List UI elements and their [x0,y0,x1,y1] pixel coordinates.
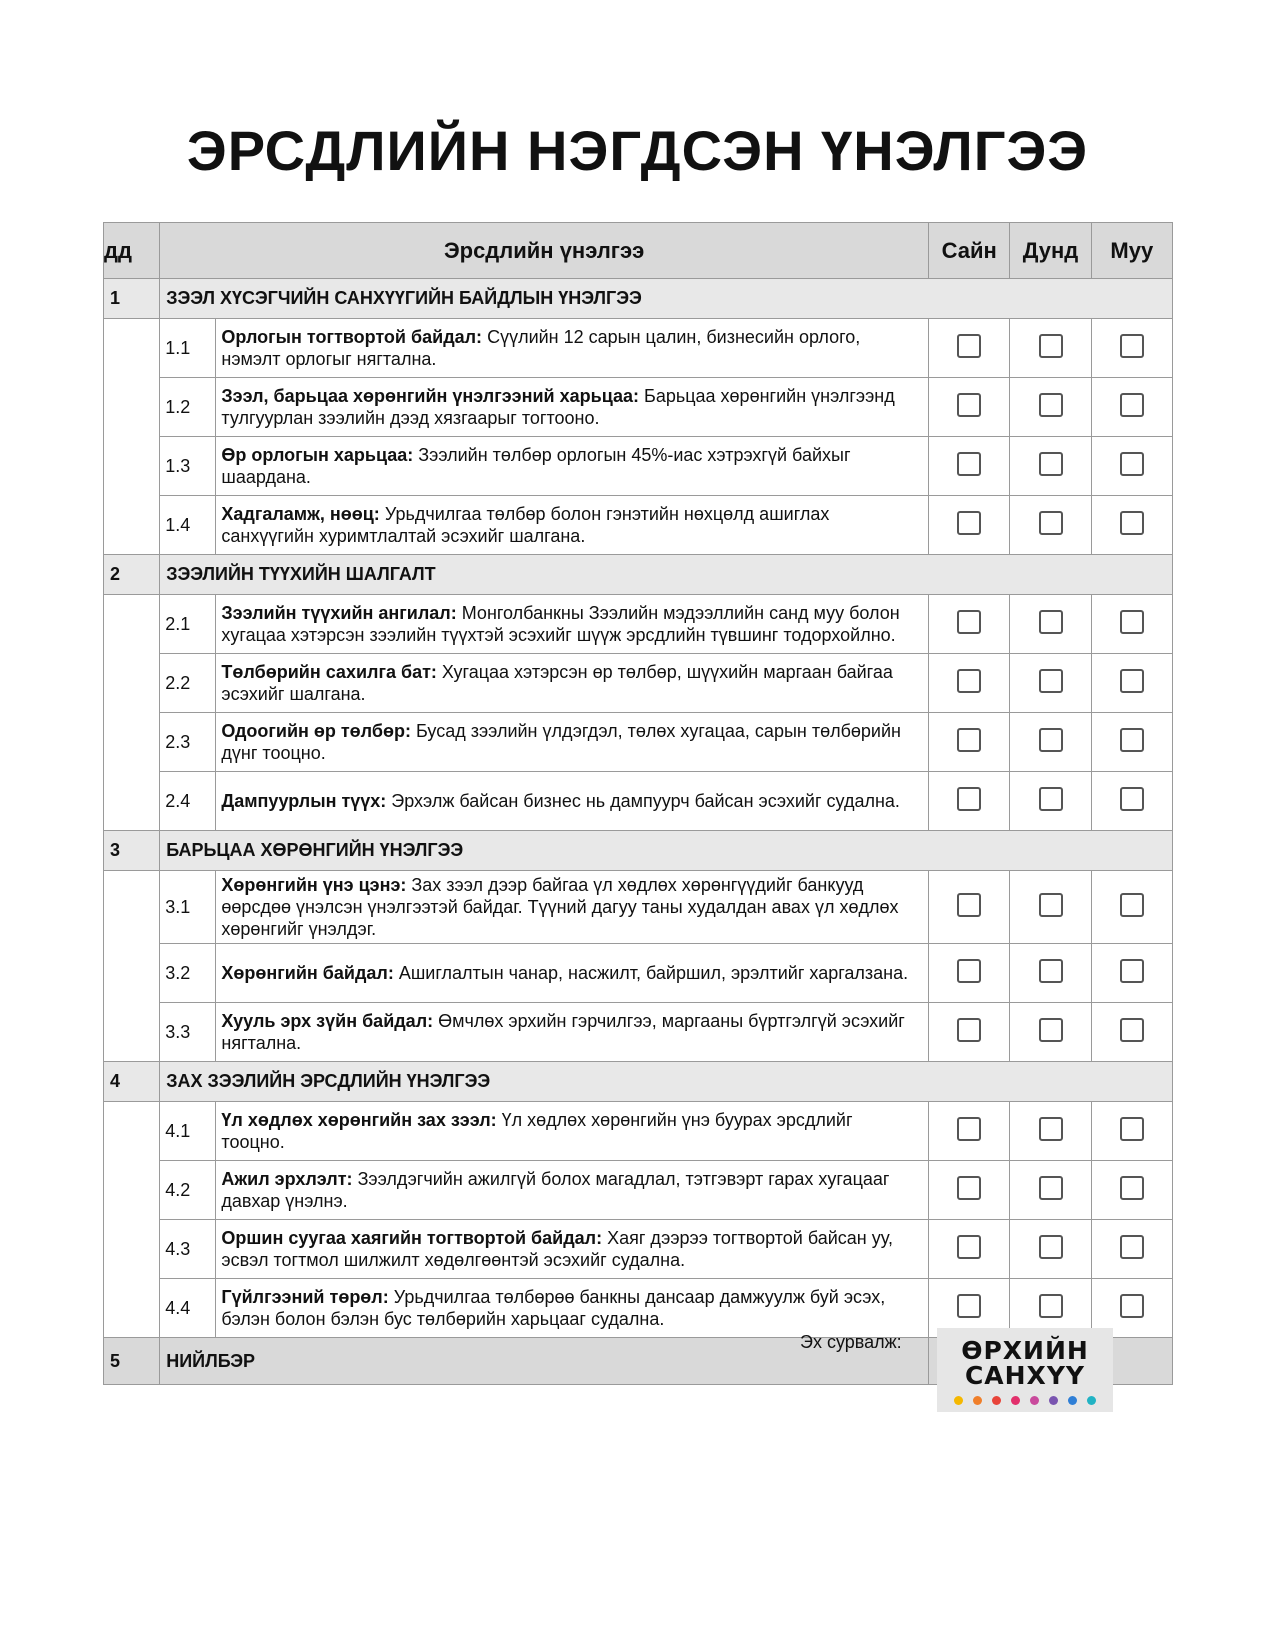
checkbox-good[interactable] [957,452,981,476]
checkbox-good[interactable] [957,1294,981,1318]
checkbox-bad[interactable] [1120,511,1144,535]
checkbox-cell-medium [1010,772,1091,831]
checkbox-cell-good [929,772,1010,831]
page-title: ЭРСДЛИЙН НЭГДСЭН ҮНЭЛГЭЭ [186,119,1089,182]
item-term: Хадгаламж, нөөц: [221,504,380,524]
item-term: Дампуурлын түүх: [221,791,387,811]
item-description [216,1279,929,1338]
logo-dot [973,1396,982,1405]
logo-dot [1087,1396,1096,1405]
section-number: 1 [104,279,160,319]
section-number: 3 [104,831,160,871]
checkbox-cell-good [929,319,1010,378]
checkbox-cell-bad [1091,871,1172,944]
item-term: Хууль эрх зүйн байдал: [221,1011,434,1031]
item-description [216,1220,929,1279]
item-description [216,871,929,944]
checkbox-cell-good [929,871,1010,944]
item-term: Төлбөрийн сахилга бат: [221,662,437,682]
logo-dot [1068,1396,1077,1405]
checkbox-cell-medium [1010,1220,1091,1279]
checkbox-good[interactable] [957,334,981,358]
header-bad: Муу [1091,223,1172,279]
item-number: 1.4 [160,496,216,555]
checkbox-medium[interactable] [1039,1235,1063,1259]
item-description [216,713,929,772]
checkbox-cell-medium [1010,713,1091,772]
item-term: Үл хөдлөх хөрөнгийн зах зээл: [221,1110,497,1130]
checkbox-bad[interactable] [1120,1176,1144,1200]
checkbox-cell-medium [1010,1003,1091,1062]
checkbox-medium[interactable] [1039,1018,1063,1042]
checkbox-bad[interactable] [1120,959,1144,983]
logo [937,1328,1113,1412]
checkbox-bad[interactable] [1120,787,1144,811]
checkbox-cell-bad [1091,654,1172,713]
section-title: БАРЬЦАА ХӨРӨНГИЙН ҮНЭЛГЭЭ [160,831,1173,871]
checkbox-good[interactable] [957,1117,981,1141]
section-number: 2 [104,555,160,595]
logo-dot [1030,1396,1039,1405]
checkbox-good[interactable] [957,1176,981,1200]
total-title: НИЙЛБЭР [160,1338,929,1385]
section-title: ЗАХ ЗЭЭЛИЙН ЭРСДЛИЙН ҮНЭЛГЭЭ [160,1062,1173,1102]
checkbox-cell-good [929,1003,1010,1062]
item-text: Зах зээл дээр байгаа үл хөдлөх хөрөнгүүдийг банкууд өөрсдөө үнэлсэн үнэлгээтэй байдаг. Түүний дагуу таны худалдан авах үл хөдлөх хөрөнгийг үнэлдэг. [221,875,899,939]
table-row [104,654,1173,713]
section-title: ЗЭЭЛ ХҮСЭГЧИЙН САНХҮҮГИЙН БАЙДЛЫН ҮНЭЛГЭЭ [160,279,1173,319]
checkbox-good[interactable] [957,728,981,752]
checkbox-cell-good [929,713,1010,772]
table-row [104,437,1173,496]
checkbox-cell-good [929,1220,1010,1279]
blank-cell [104,1102,160,1338]
header-dd: дд [104,223,160,279]
item-term: Өр орлогын харьцаа: [221,445,414,465]
item-number: 4.1 [160,1102,216,1161]
item-text: Ашиглалтын чанар, насжилт, байршил, эрэлтийг харгалзана. [393,963,909,983]
checkbox-cell-medium [1010,871,1091,944]
checkbox-cell-good [929,595,1010,654]
checkbox-bad[interactable] [1120,1235,1144,1259]
checkbox-cell-bad [1091,1102,1172,1161]
checkbox-cell-medium [1010,496,1091,555]
item-number: 4.4 [160,1279,216,1338]
item-text: Урьдчилгаа төлбөр болон гэнэтийн нөхцөлд ашиглах санхүүгийн хуримтлалтай эсэхийг шалгана. [221,504,830,546]
item-description [216,654,929,713]
item-text: Сүүлийн 12 сарын цалин, бизнесийн орлого, нэмэлт орлогыг нягтална. [221,327,861,369]
item-number: 4.2 [160,1161,216,1220]
checkbox-good[interactable] [957,393,981,417]
checkbox-medium[interactable] [1039,959,1063,983]
item-description [216,437,929,496]
checkbox-bad[interactable] [1120,334,1144,358]
item-description [216,772,929,831]
total-number: 5 [104,1338,160,1385]
checkbox-good[interactable] [957,1018,981,1042]
checkbox-medium[interactable] [1039,452,1063,476]
item-number: 3.1 [160,871,216,944]
item-text: Эрхэлж байсан бизнес нь дампуурч байсан эсэхийг судална. [386,791,900,811]
table-row [104,1102,1173,1161]
table-row [104,496,1173,555]
header-assessment: Эрсдлийн үнэлгээ [160,223,929,279]
checkbox-cell-medium [1010,319,1091,378]
item-term: Хөрөнгийн үнэ цэнэ: [221,875,407,895]
blank-cell [104,595,160,831]
section-row [104,831,1173,871]
table-row [104,871,1173,944]
header-good: Сайн [929,223,1010,279]
checkbox-cell-medium [1010,1102,1091,1161]
checkbox-cell-medium [1010,437,1091,496]
checkbox-cell-good [929,1102,1010,1161]
checkbox-cell-bad [1091,713,1172,772]
checkbox-medium[interactable] [1039,669,1063,693]
checkbox-medium[interactable] [1039,610,1063,634]
checkbox-bad[interactable] [1120,1018,1144,1042]
checkbox-cell-good [929,944,1010,1003]
checkbox-good[interactable] [957,669,981,693]
section-row [104,279,1173,319]
blank-cell [104,319,160,555]
checkbox-medium[interactable] [1039,1117,1063,1141]
checkbox-cell-bad [1091,437,1172,496]
checkbox-medium[interactable] [1039,728,1063,752]
checkbox-cell-medium [1010,595,1091,654]
item-text: Урьдчилгаа төлбөрөө банкны дансаар дамжуулж буй эсэх, бэлэн болон бэлэн бус төлбөрийн харьцааг судална. [221,1287,886,1329]
table-row [104,1161,1173,1220]
logo-dot [954,1396,963,1405]
checkbox-good[interactable] [957,959,981,983]
item-term: Хөрөнгийн байдал: [221,963,394,983]
item-text: Үл хөдлөх хөрөнгийн үнэ буурах эрсдлийг тооцно. [221,1110,853,1152]
logo-line-2: САНХҮҮ [964,1361,1086,1390]
item-text: Хугацаа хэтэрсэн өр төлбөр, шүүхийн маргаан байгаа эсэхийг шалгана. [221,662,893,704]
checkbox-good[interactable] [957,610,981,634]
checkbox-good[interactable] [957,511,981,535]
item-number: 1.3 [160,437,216,496]
checkbox-bad[interactable] [1120,1294,1144,1318]
item-term: Зээлийн түүхийн ангилал: [221,603,457,623]
item-term: Орлогын тогтвортой байдал: [221,327,483,347]
item-text: Барьцаа хөрөнгийн үнэлгээнд тулгуурлан зээлийн дээд хязгаарыг тогтооно. [221,386,895,428]
item-number: 2.3 [160,713,216,772]
checkbox-cell-medium [1010,378,1091,437]
header-medium: Дунд [1010,223,1091,279]
table-row [104,595,1173,654]
checkbox-bad[interactable] [1120,610,1144,634]
checkbox-cell-bad [1091,772,1172,831]
section-title: ЗЭЭЛИЙН ТҮҮХИЙН ШАЛГАЛТ [160,555,1173,595]
checkbox-bad[interactable] [1120,669,1144,693]
item-text: Хаяг дээрээ тогтвортой байсан уу, эсвэл тогтмол шилжилт хөдөлгөөнтэй эсэхийг судална. [221,1228,893,1270]
item-description [216,496,929,555]
checkbox-bad[interactable] [1120,893,1144,917]
checkbox-medium[interactable] [1039,893,1063,917]
checkbox-cell-bad [1091,1161,1172,1220]
item-description [216,378,929,437]
logo-dot [992,1396,1001,1405]
checkbox-cell-bad [1091,595,1172,654]
item-description [216,1161,929,1220]
item-description [216,1003,929,1062]
checkbox-medium[interactable] [1039,1176,1063,1200]
checkbox-medium[interactable] [1039,1294,1063,1318]
item-description [216,944,929,1003]
item-text: Өмчлөх эрхийн гэрчилгээ, маргааны бүртгэлгүй эсэхийг нягтална. [221,1011,905,1053]
checkbox-cell-bad [1091,944,1172,1003]
item-number: 3.2 [160,944,216,1003]
item-number: 2.1 [160,595,216,654]
logo-dot [1049,1396,1058,1405]
item-number: 2.4 [160,772,216,831]
checkbox-good[interactable] [957,893,981,917]
section-row [104,1062,1173,1102]
checkbox-bad[interactable] [1120,1117,1144,1141]
checkbox-medium[interactable] [1039,393,1063,417]
item-term: Одоогийн өр төлбөр: [221,721,411,741]
checkbox-cell-medium [1010,944,1091,1003]
table-row [104,944,1173,1003]
checkbox-cell-good [929,496,1010,555]
item-term: Зээл, барьцаа хөрөнгийн үнэлгээний харьцаа: [221,386,639,406]
table-row [104,713,1173,772]
logo-dots [937,1392,1113,1410]
checkbox-cell-bad [1091,1003,1172,1062]
checkbox-cell-good [929,1161,1010,1220]
item-term: Оршин суугаа хаягийн тогтвортой байдал: [221,1228,603,1248]
item-description [216,319,929,378]
item-number: 2.2 [160,654,216,713]
item-text: Монголбанкны Зээлийн мэдээллийн санд муу болон хугацаа хэтэрсэн зээлийн түүхтэй эсэхийг шүүж эрсдлийн түвшинг тодорхойлно. [221,603,900,645]
checkbox-cell-bad [1091,378,1172,437]
checkbox-medium[interactable] [1039,787,1063,811]
section-number: 4 [104,1062,160,1102]
item-description [216,595,929,654]
checkbox-cell-bad [1091,1220,1172,1279]
item-text: Бусад зээлийн үлдэгдэл, төлөх хугацаа, сарын төлбөрийн дүнг тооцно. [221,721,901,763]
checkbox-cell-medium [1010,654,1091,713]
item-text: Зээлдэгчийн ажилгүй болох магадлал, тэтгэвэрт гарах хугацааг давхар үнэлнэ. [221,1169,890,1211]
checkbox-bad[interactable] [1120,452,1144,476]
checkbox-bad[interactable] [1120,728,1144,752]
table-row [104,319,1173,378]
item-text: Зээлийн төлбөр орлогын 45%-иас хэтрэхгүй байхыг шаардана. [221,445,851,487]
table-header-row [104,223,1173,279]
item-number: 3.3 [160,1003,216,1062]
checkbox-cell-bad [1091,319,1172,378]
risk-assessment-table [103,222,1173,1385]
checkbox-medium[interactable] [1039,334,1063,358]
checkbox-medium[interactable] [1039,511,1063,535]
logo-line-1: ӨРХИЙН [961,1336,1089,1365]
item-number: 1.2 [160,378,216,437]
checkbox-cell-medium [1010,1161,1091,1220]
blank-cell [104,871,160,1062]
checkbox-good[interactable] [957,787,981,811]
item-term: Ажил эрхлэлт: [221,1169,353,1189]
checkbox-good[interactable] [957,1235,981,1259]
source-label: Эх сурвалж: [800,1332,902,1352]
table-row [104,378,1173,437]
item-number: 1.1 [160,319,216,378]
item-term: Гүйлгээний төрөл: [221,1287,389,1307]
item-number: 4.3 [160,1220,216,1279]
section-row [104,555,1173,595]
checkbox-cell-good [929,378,1010,437]
table-row [104,1220,1173,1279]
item-description [216,1102,929,1161]
checkbox-cell-bad [1091,496,1172,555]
logo-text [937,1328,1113,1388]
checkbox-cell-good [929,437,1010,496]
table-row [104,772,1173,831]
checkbox-cell-good [929,654,1010,713]
table-row [104,1003,1173,1062]
logo-dot [1011,1396,1020,1405]
checkbox-bad[interactable] [1120,393,1144,417]
